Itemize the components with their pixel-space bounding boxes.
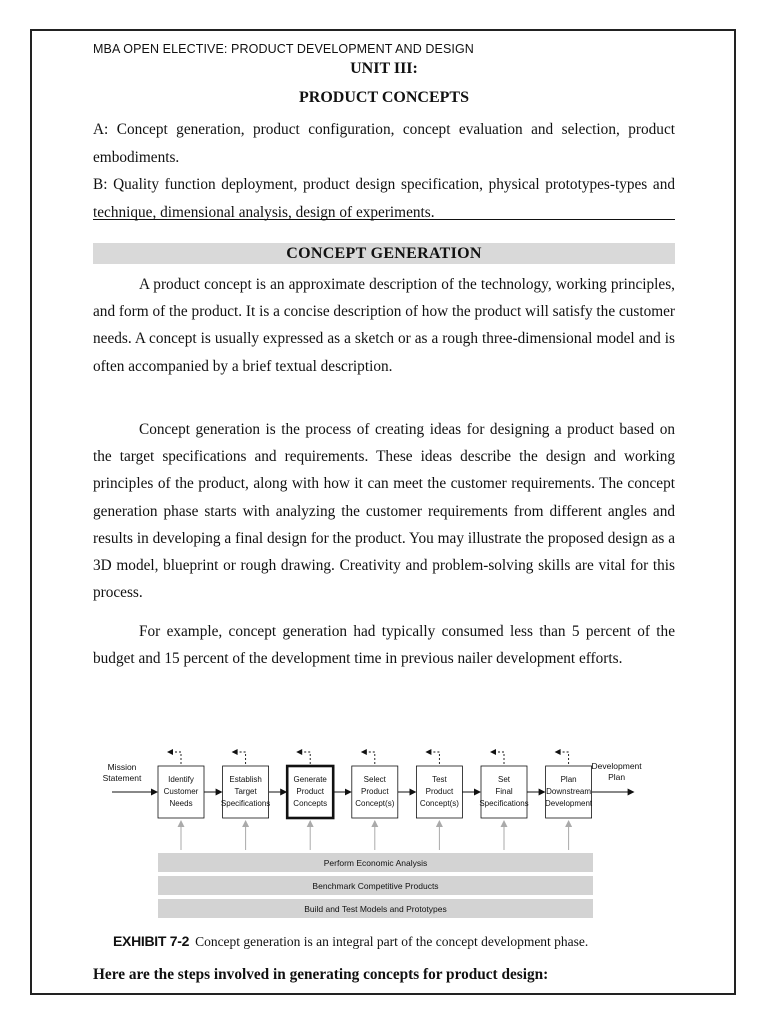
exhibit-label: EXHIBIT 7-2 xyxy=(113,933,190,949)
process-step-label: Customer xyxy=(163,787,199,796)
paragraph-2-text: Concept generation is the process of creating ideas for designing a product based on the target specifications and requirements. These ideas describe the design and working principles of the product, along with how it can meet the customer requirements. The concept generation phase starts with analyzing the customer requirements from different angles and results in developing a final design for the product. You may illustrate the proposed design as a 3D model, blueprint or rough drawing. Creativity and problem-solving skills are vital for this process. xyxy=(93,421,675,602)
paragraph-3 xyxy=(93,618,675,672)
support-bar-label: Perform Economic Analysis xyxy=(323,858,428,868)
process-step-label: Concept(s) xyxy=(355,799,395,808)
process-step-label: Specifications xyxy=(479,799,529,808)
process-step-label: Final xyxy=(495,787,513,796)
topic-a: A: Concept generation, product configuration, concept evaluation and selection, product embodiments. xyxy=(93,121,675,166)
feedback-arrowhead xyxy=(490,749,496,755)
feedback-arrowhead xyxy=(555,749,561,755)
closing-sentence: Here are the steps involved in generating concepts for product design: xyxy=(93,966,549,983)
feedback-arrowhead xyxy=(232,749,238,755)
process-step-label: Plan xyxy=(560,775,577,784)
process-step-label: Select xyxy=(363,775,386,784)
process-step-label: Concept(s) xyxy=(419,799,459,808)
feedback-arrowhead xyxy=(167,749,173,755)
feedback-arrowhead xyxy=(425,749,431,755)
process-step-label: Test xyxy=(432,775,447,784)
paragraph-1-text: A product concept is an approximate description of the technology, working principles, and form of the product. It is a concise description of how the product will satisfy the customer needs. A concept is usually expressed as a sketch or as a rough three-dimensional model and is often accompanied by a brief textual description. xyxy=(93,276,675,375)
concept-development-diagram xyxy=(102,740,650,925)
section-heading: CONCEPT GENERATION xyxy=(93,243,675,264)
exhibit-text: Concept generation is an integral part of the concept development phase. xyxy=(195,934,589,949)
process-step-label: Generate xyxy=(293,775,327,784)
process-step-label: Product xyxy=(296,787,324,796)
unit-title: UNIT III: xyxy=(350,60,418,77)
topics-list xyxy=(93,116,675,226)
topic-b: B: Quality function deployment, product design specification, physical prototypes-types and technique, dimensional analysis, design of experiments. xyxy=(93,176,675,221)
process-step-label: Needs xyxy=(169,799,193,808)
process-step-label: Identify xyxy=(168,775,194,784)
paragraph-2 xyxy=(93,416,675,606)
feedback-arrowhead xyxy=(296,749,302,755)
process-step-label: Product xyxy=(425,787,454,796)
diagram-input-label: Statement xyxy=(102,773,142,783)
exhibit-caption xyxy=(113,933,588,950)
support-bar-label: Build and Test Models and Prototypes xyxy=(304,904,447,914)
divider xyxy=(93,219,675,220)
process-step-label: Establish xyxy=(229,775,262,784)
diagram-input-label: Mission xyxy=(107,762,137,772)
process-step-label: Specifications xyxy=(220,799,271,808)
process-step-label: Development xyxy=(545,799,593,808)
diagram-output-label: Plan xyxy=(608,772,626,782)
support-bar-label: Benchmark Competitive Products xyxy=(312,881,439,891)
process-step-label: Set xyxy=(497,775,511,784)
course-header: MBA OPEN ELECTIVE: PRODUCT DEVELOPMENT AND DESIGN xyxy=(93,42,474,56)
feedback-arrowhead xyxy=(361,749,367,755)
paragraph-3-text: For example, concept generation had typically consumed less than 5 percent of the budget and 15 percent of the development time in previous nailer development efforts. xyxy=(93,623,675,668)
paragraph-1 xyxy=(93,271,675,380)
process-step-label: Downstream xyxy=(546,787,592,796)
process-step-label: Product xyxy=(361,787,389,796)
process-step-label: Target xyxy=(234,787,257,796)
diagram-output-label: Development xyxy=(591,761,642,771)
page-title: PRODUCT CONCEPTS xyxy=(299,89,469,106)
process-step-label: Concepts xyxy=(293,799,328,808)
